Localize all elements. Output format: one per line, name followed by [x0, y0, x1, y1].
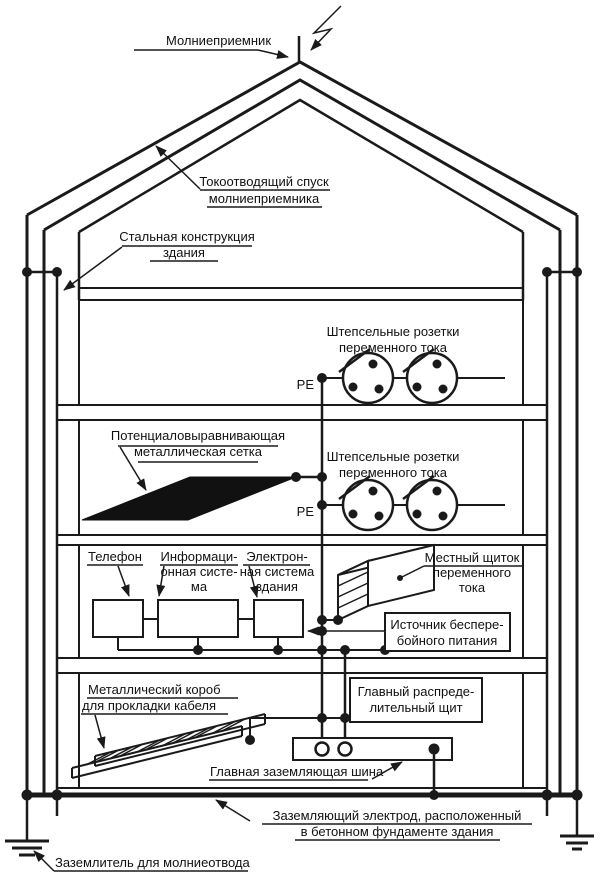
label-main-board-1: Главный распреде- — [357, 684, 475, 699]
label-sockets1-line2: переменного тока — [338, 340, 448, 355]
label-electrode-1: Заземляющий электрод, расположенный — [272, 808, 522, 823]
label-sockets2-line1: Штепсельные розетки — [326, 449, 460, 464]
label-air-terminal: Молниеприемник — [166, 33, 272, 48]
label-ups-1: Источник беспере- — [390, 617, 504, 632]
label-electrode-2: в бетонном фундаменте здания — [300, 824, 494, 839]
telephone-box — [87, 549, 143, 637]
equipotential-mesh — [82, 428, 322, 520]
label-steel-structure-1: Стальная конструкция — [119, 229, 255, 244]
info-system-box — [158, 549, 238, 637]
label-main-board-2: лительный щит — [369, 700, 463, 715]
label-info-system-1: Информаци- — [160, 549, 238, 564]
label-sockets2-line2: переменного тока — [338, 465, 448, 480]
label-local-panel-1: Местный щиток — [424, 550, 520, 565]
socket-symbol — [339, 349, 393, 403]
label-electronic-3: здания — [256, 579, 298, 594]
earth-symbol-left — [5, 795, 250, 871]
label-info-system-3: ма — [190, 579, 208, 594]
socket-circuit-floor2 — [297, 449, 505, 530]
label-local-panel-2: переменного — [432, 565, 512, 580]
label-cable-duct-2: для прокладки кабеля — [82, 698, 217, 713]
label-lightning-earth: Заземлитель для молниеотвода — [55, 855, 250, 870]
lightning-bolt-icon — [311, 6, 341, 50]
label-local-panel-3: тока — [458, 580, 486, 595]
socket-symbol — [403, 476, 457, 530]
socket-symbol — [339, 476, 393, 530]
socket-circuit-floor1 — [297, 324, 505, 403]
label-mesh-line2: металлическая сетка — [133, 444, 263, 459]
label-down-conductor-2: молниеприемника — [208, 191, 320, 206]
pe-risers — [317, 373, 350, 743]
label-cable-duct-1: Металлический короб — [88, 682, 221, 697]
label-telephone: Телефон — [88, 549, 142, 564]
main-board-box — [350, 678, 482, 722]
label-info-system-2: онная систе- — [160, 564, 238, 579]
label-electronic-1: Электрон- — [246, 549, 308, 564]
label-electronic-2: ная система — [239, 564, 315, 579]
cable-duct — [81, 682, 238, 748]
ground-bus — [209, 738, 452, 800]
earth-symbol-right — [560, 795, 594, 849]
electronic-system-box — [240, 549, 315, 637]
socket-symbol — [403, 349, 457, 403]
foundation-electrode — [22, 790, 583, 841]
label-ups-2: бойного питания — [396, 633, 498, 648]
label-sockets1-line1: Штепсельные розетки — [326, 324, 460, 339]
label-pe-floor2: PE — [296, 504, 314, 519]
label-steel-structure-2: здания — [163, 245, 205, 260]
label-main-bus: Главная заземляющая шина — [210, 764, 384, 779]
label-down-conductor-1: Токоотводящий спуск — [199, 174, 329, 189]
label-pe-floor1: PE — [296, 377, 314, 392]
label-mesh-line1: Потенциаловыравнивающая — [110, 428, 286, 443]
